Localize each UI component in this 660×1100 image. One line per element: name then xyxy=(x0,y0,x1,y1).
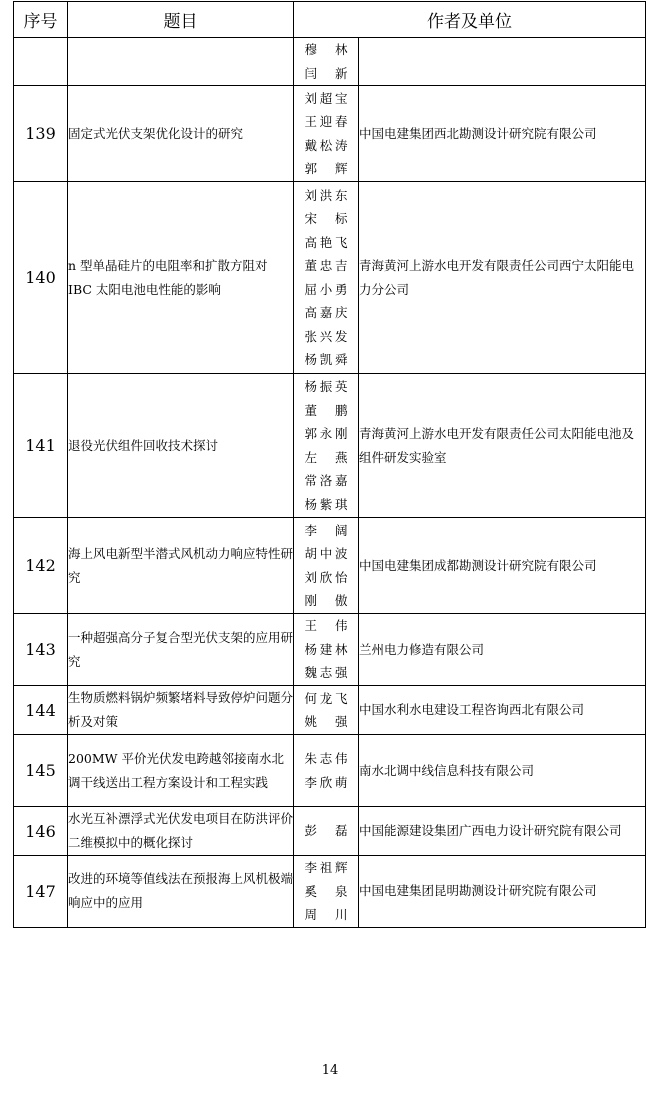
row-authors xyxy=(294,86,359,182)
author-name: 闫 新 xyxy=(304,65,348,81)
row-serial-number: 139 xyxy=(14,86,68,182)
author-name: 何龙飞 xyxy=(304,690,348,706)
row-serial-number: 143 xyxy=(14,614,68,686)
row-authors xyxy=(294,735,359,807)
row-authors xyxy=(294,38,359,86)
author-name: 戴松涛 xyxy=(304,137,348,153)
author-name: 胡中波 xyxy=(304,546,348,561)
row-organization: 中国电建集团昆明勘测设计研究院有限公司 xyxy=(359,856,646,928)
author-name: 刚 傲 xyxy=(304,593,348,608)
row-serial-number: 140 xyxy=(14,182,68,374)
author-name: 杨凯舜 xyxy=(304,352,348,367)
table-row xyxy=(14,38,646,86)
row-organization: 兰州电力修造有限公司 xyxy=(359,614,646,686)
author-name: 王迎春 xyxy=(304,114,348,129)
author-name: 高艳飞 xyxy=(304,234,348,250)
row-title: 水光互补漂浮式光伏发电项目在防洪评价二维模拟中的概化探讨 xyxy=(68,807,294,856)
row-organization: 中国水利水电建设工程咨询西北有限公司 xyxy=(359,686,646,735)
author-name: 宋 标 xyxy=(304,211,348,226)
author-name: 奚 泉 xyxy=(304,883,348,899)
author-name: 李祖辉 xyxy=(304,860,348,875)
author-name: 董忠吉 xyxy=(304,258,348,273)
table-row xyxy=(14,182,646,374)
author-name: 姚 强 xyxy=(304,714,348,729)
row-organization: 中国电建集团西北勘测设计研究院有限公司 xyxy=(359,86,646,182)
author-name: 郭 辉 xyxy=(304,161,348,176)
header-authors-org: 作者及单位 xyxy=(294,2,646,38)
table-row xyxy=(14,686,646,735)
author-name: 刘洪东 xyxy=(304,187,348,203)
author-name: 杨紫琪 xyxy=(304,496,348,512)
row-serial-number xyxy=(14,38,68,86)
author-name: 张兴发 xyxy=(304,328,348,344)
author-name: 董 鹏 xyxy=(304,402,348,418)
row-authors xyxy=(294,856,359,928)
header-title: 题目 xyxy=(68,2,294,38)
author-name: 杨建林 xyxy=(304,641,348,657)
row-serial-number: 147 xyxy=(14,856,68,928)
row-authors xyxy=(294,182,359,374)
author-name: 李 阔 xyxy=(304,522,348,538)
row-title: 海上风电新型半潜式风机动力响应特性研究 xyxy=(68,518,294,614)
header-serial-number: 序号 xyxy=(14,2,68,38)
table-row xyxy=(14,735,646,807)
row-authors xyxy=(294,686,359,735)
paper-list-table xyxy=(13,1,646,928)
row-authors xyxy=(294,807,359,856)
row-title: 改进的环境等值线法在预报海上风机极端响应中的应用 xyxy=(68,856,294,928)
table-body xyxy=(14,38,646,928)
row-title: 200MW 平价光伏发电跨越邻接南水北调干线送出工程方案设计和工程实践 xyxy=(68,735,294,807)
row-title: n 型单晶硅片的电阻率和扩散方阻对 IBC 太阳电池电性能的影响 xyxy=(68,182,294,374)
table-header-row xyxy=(14,2,646,38)
author-name: 穆 林 xyxy=(304,42,348,57)
author-name: 刘欣怡 xyxy=(304,569,348,585)
row-organization: 中国电建集团成都勘测设计研究院有限公司 xyxy=(359,518,646,614)
table-row xyxy=(14,856,646,928)
table-row xyxy=(14,374,646,518)
table-row xyxy=(14,614,646,686)
author-name: 周 川 xyxy=(304,907,348,922)
row-title: 固定式光伏支架优化设计的研究 xyxy=(68,86,294,182)
row-serial-number: 146 xyxy=(14,807,68,856)
author-name: 高嘉庆 xyxy=(304,305,348,320)
author-name: 杨振英 xyxy=(304,379,348,394)
row-serial-number: 144 xyxy=(14,686,68,735)
row-organization: 青海黄河上游水电开发有限责任公司太阳能电池及组件研发实验室 xyxy=(359,374,646,518)
row-title xyxy=(68,38,294,86)
author-name: 魏志强 xyxy=(304,665,348,681)
row-organization: 青海黄河上游水电开发有限责任公司西宁太阳能电力分公司 xyxy=(359,182,646,374)
author-name: 左 燕 xyxy=(304,449,348,465)
table-row xyxy=(14,86,646,182)
table-row xyxy=(14,518,646,614)
row-authors xyxy=(294,374,359,518)
row-organization xyxy=(359,38,646,86)
author-name: 彭 磊 xyxy=(304,823,348,839)
author-name: 李欣萌 xyxy=(304,774,348,790)
row-title: 生物质燃料锅炉频繁堵料导致停炉问题分析及对策 xyxy=(68,686,294,735)
row-title: 退役光伏组件回收技术探讨 xyxy=(68,374,294,518)
page-number: 14 xyxy=(321,1063,339,1078)
author-name: 朱志伟 xyxy=(304,751,348,766)
row-authors xyxy=(294,614,359,686)
row-authors xyxy=(294,518,359,614)
author-name: 常洛嘉 xyxy=(304,473,348,488)
row-title: 一种超强高分子复合型光伏支架的应用研究 xyxy=(68,614,294,686)
table-row xyxy=(14,807,646,856)
row-serial-number: 142 xyxy=(14,518,68,614)
author-name: 郭永刚 xyxy=(304,426,348,441)
author-name: 王 伟 xyxy=(304,618,348,634)
author-name: 刘超宝 xyxy=(304,90,348,106)
row-serial-number: 145 xyxy=(14,735,68,807)
row-organization: 中国能源建设集团广西电力设计研究院有限公司 xyxy=(359,807,646,856)
author-name: 屈小勇 xyxy=(304,281,348,297)
row-organization: 南水北调中线信息科技有限公司 xyxy=(359,735,646,807)
row-serial-number: 141 xyxy=(14,374,68,518)
